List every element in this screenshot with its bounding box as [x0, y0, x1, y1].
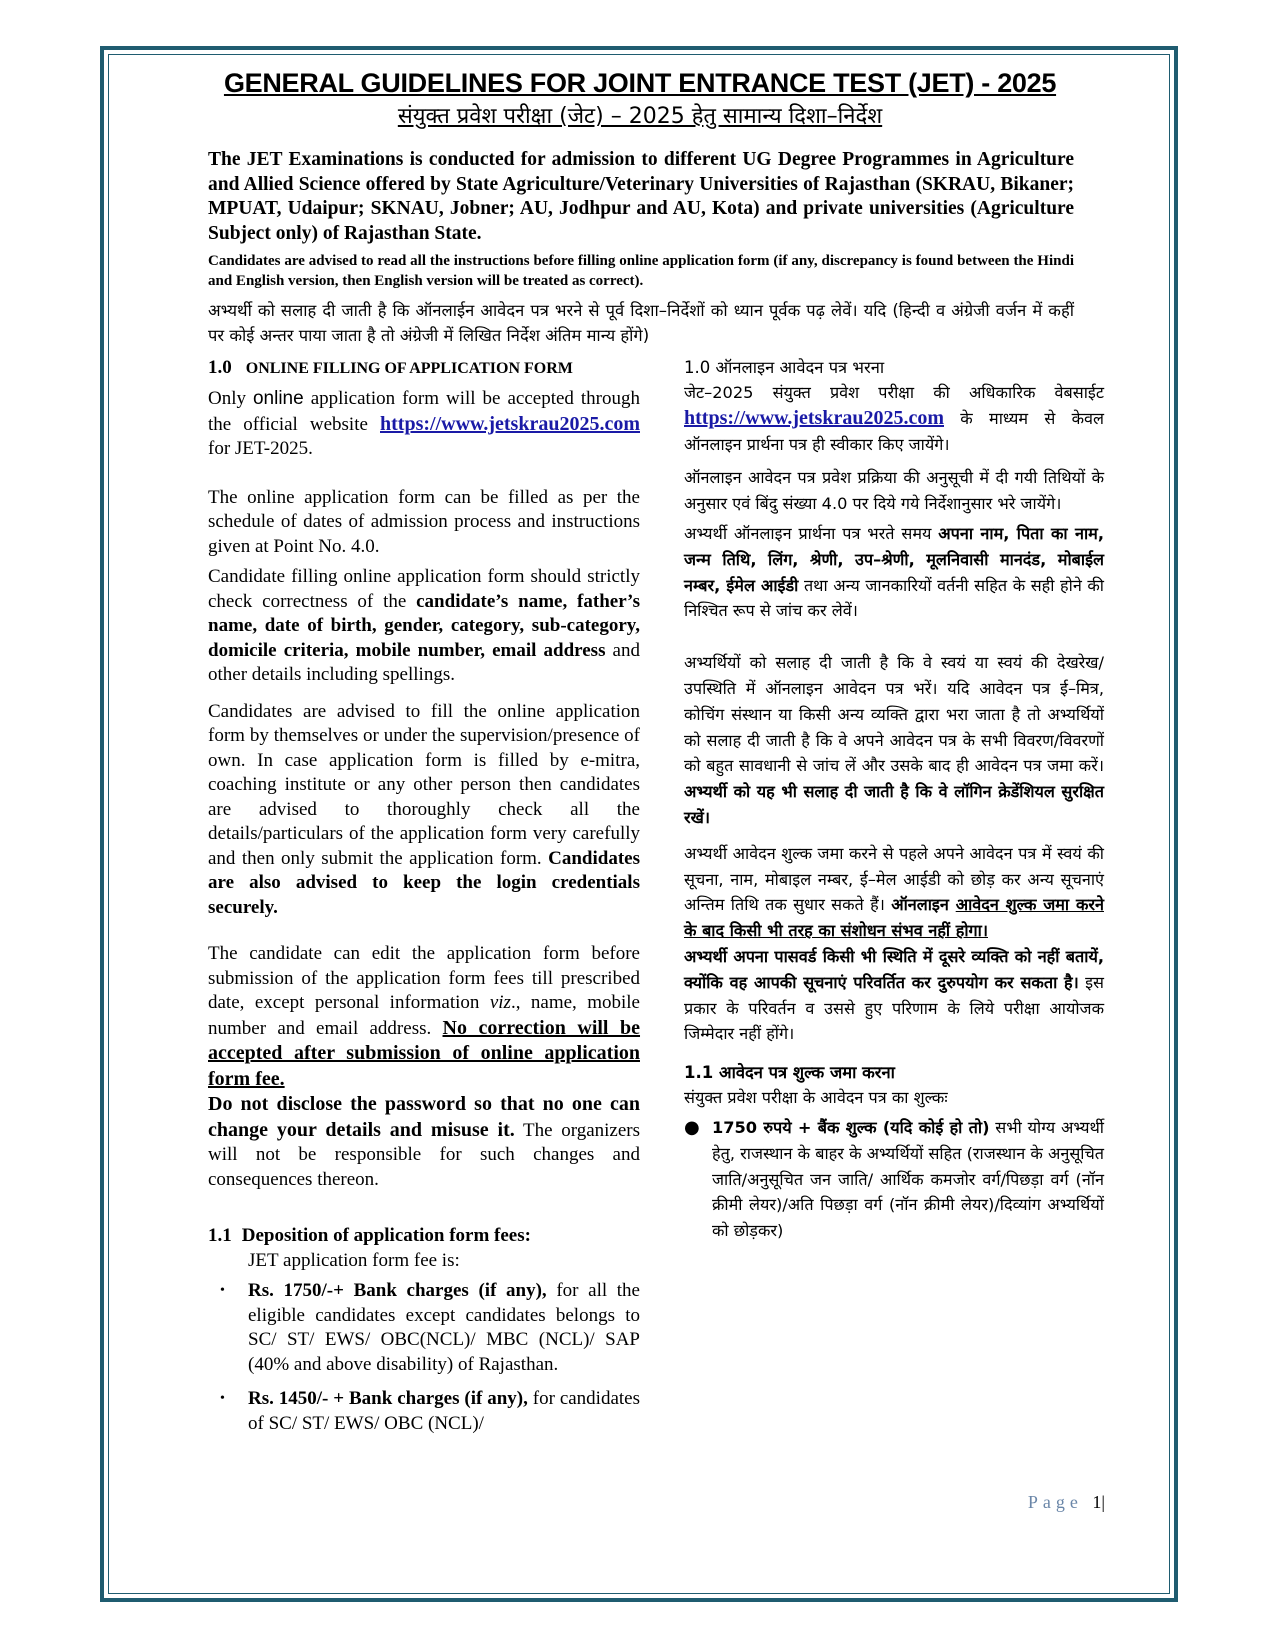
advice-english: Candidates are advised to read all the instructions before filling online application form (if any, discrepancy is found between the Hindi and English version, then English version will be treated as correct). [208, 253, 1074, 289]
page-label: Page [1027, 1492, 1083, 1512]
text: Candidates are also advised to keep the login credentials securely. [208, 847, 640, 918]
page-title-hindi: संयुक्त प्रवेश परीक्षा (जेट) – 2025 हेतु सामान्य दिशा–निर्देश [397, 104, 883, 129]
bullet-icon: ● [684, 1116, 700, 1138]
text: candidate’s name, father’s name, date of birth, gender, category, sub-category, domicile criteria, mobile number, email address [208, 590, 640, 661]
english-p1 [208, 387, 640, 462]
text: and other details including spellings. [208, 639, 640, 685]
list-item [208, 1279, 640, 1377]
text: for candidates of SC/ ST/ EWS/ OBC (NCL)/ [248, 1388, 640, 1434]
english-p6 [208, 1092, 640, 1192]
text: तथा अन्य जानकारियों वर्तनी सहित के सही होने की निश्चित रूप से जांच कर लेवें। [684, 575, 1105, 621]
section-title: Deposition of application form fees: [241, 1225, 531, 1246]
text: The candidate can edit the application form before submission of the application form fees till prescribed date, except personal information [208, 943, 640, 1013]
text: अभ्यर्थी ऑनलाइन प्रार्थना पत्र भरते समय [684, 523, 939, 543]
section-1-1-heading-hindi: 1.1 आवेदन पत्र शुल्क जमा करना [684, 1063, 895, 1083]
hindi-p1 [684, 380, 1104, 457]
section-number: 1.0 [208, 357, 232, 378]
text: for all the eligible candidates except candidates belongs to SC/ ST/ EWS/ OBC(NCL)/ MBC (NCL)/ SAP (40% and above disability) of Rajasthan. [248, 1280, 640, 1375]
text: application form will be accepted through the official website [208, 388, 640, 435]
text: The organizers will not be responsible for such changes and consequences thereon. [208, 1119, 640, 1190]
text: इस प्रकार के परिवर्तन व उससे हुए परिणाम के लिये परीक्षा आयोजक जिम्मेदार नहीं होंगे। [684, 972, 1104, 1044]
page-title: GENERAL GUIDELINES FOR JOINT ENTRANCE TEST (JET) - 2025 [223, 68, 1057, 98]
text: Do not disclose the password so that no one can change your details and misuse it. [208, 1093, 640, 1141]
page-footer [1028, 1492, 1105, 1513]
text: सभी योग्य अभ्यर्थी हेतु, राजस्थान के बाहर के अभ्यर्थियों सहित (राजस्थान के अनुसूचित जाति/अनुसूचित जन जाति/ आर्थिक कमजोर वर्ग/पिछड़ा वर्ग (नॉन क्रीमी लेयर)/अति पिछड़ा वर्ग (नॉन क्रीमी लेयर)/दिव्यांग अभ्यर्थियों को छोड़कर) [712, 1117, 1104, 1241]
website-link[interactable]: https://www.jetskrau2025.com [684, 406, 944, 429]
text: Only [208, 388, 253, 409]
list-item [684, 1115, 1104, 1244]
advice-hindi: अभ्यर्थी को सलाह दी जाती है कि ऑनलाईन आवेदन पत्र भरने से पूर्व दिशा–निर्देशों को ध्यान पूर्वक पढ़ लेवें। यदि (हिन्दी व अंग्रेजी वर्जन में कहीं पर कोई अन्तर पाया जाता है तो अंग्रेजी में लिखित निर्देश अंतिम मान्य होंगे) [208, 301, 1074, 345]
english-p2: The online application form can be filled as per the schedule of dates of admission process and instructions given at Point No. 4.0. [208, 486, 640, 557]
text: अभ्यर्थी को यह भी सलाह दी जाती है कि वे लॉगिन क्रेडेंशियल सुरक्षित रखें। [684, 782, 1104, 827]
text: अपना नाम, पिता का नाम, जन्म तिथि, लिंग, श्रेणी, उप–श्रेणी, मूलनिवासी मानदंड, मोबाईल नम्बर, ईमेल आईडी [684, 523, 1104, 595]
hindi-column [684, 356, 1104, 1244]
section-title: ONLINE FILLING OF APPLICATION FORM [245, 360, 573, 377]
hindi-p5 [684, 841, 1104, 944]
text: अभ्यर्थी आवेदन शुल्क जमा करने से पहले अपने आवेदन पत्र में स्वयं की सूचना, नाम, मोबाइल नम्बर, ई–मेल आईडी को छोड़ कर अन्य सूचनाएं अन्तिम तिथि तक सुधार सकते हैं। [684, 843, 1104, 915]
text: Rs. 1450/- + Bank charges (if any), [248, 1388, 528, 1409]
english-p3 [208, 565, 640, 688]
text: ., name, mobile number and email address. [208, 992, 640, 1039]
text: for JET-2025. [208, 438, 313, 459]
text: online [252, 388, 304, 409]
text: Rs. 1750/-+ Bank charges (if any), [248, 1280, 547, 1301]
text: ऑनलाइन [891, 895, 956, 915]
text: viz [489, 992, 511, 1013]
text: 1750 रुपये + बैंक शुल्क (यदि कोई हो तो) [712, 1117, 990, 1137]
bullet-icon: • [220, 1283, 225, 1298]
section-1-heading-hindi: 1.0 ऑनलाइन आवेदन पत्र भरना [684, 358, 885, 377]
fee-list [208, 1279, 640, 1436]
hindi-p6 [684, 944, 1104, 1047]
text: अभ्यर्थियों को सलाह दी जाती है कि वे स्वयं या स्वयं की देखरेख/उपस्थिति में ऑनलाइन आवेदन पत्र भरें। यदि आवेदन पत्र ई–मित्र, कोचिंग संस्थान या किसी अन्य व्यक्ति द्वारा भरा जाता है तो अभ्यर्थियों को सलाह दी जाती है कि वे अपने आवेदन पत्र के सभी विवरण/विवरणों को बहुत सावधानी से जांच लें और उसके बाद ही आवेदन पत्र जमा करें। [684, 653, 1104, 776]
intro-paragraph: The JET Examinations is conducted for admission to different UG Degree Programmes in Agriculture and Allied Science offered by State Agriculture/Veterinary Universities of Rajasthan (SKRAU, Bikaner; MPUAT, Udaipur; SKNAU, Jobner; AU, Jodhpur and AU, Kota) and private universities (Agriculture Subject only) of Rajasthan State. [208, 149, 1074, 244]
website-link[interactable]: https://www.jetskrau2025.com [380, 412, 640, 435]
text: Candidates are advised to fill the online application form by themselves or under the supervision/presence of own. In case application form is filled by e-mitra, coaching institute or any other person then candidates are advised to thoroughly check all the details/particulars of the application form very carefully and then only submit the application form. [208, 700, 640, 869]
hindi-p3 [684, 521, 1104, 624]
english-p5 [208, 942, 640, 1092]
section-1-1-heading [208, 1224, 640, 1249]
text: के माध्यम से केवल ऑनलाइन प्रार्थना पत्र ही स्वीकार किए जायेंगे। [684, 408, 1104, 454]
fee-list-hindi [684, 1115, 1104, 1244]
text: Candidate filling online application form should strictly check correctness of the [208, 566, 640, 612]
text: जेट–2025 संयुक्त प्रवेश परीक्षा की अधिकारिक वेबसाईट [684, 383, 1104, 402]
section-1-heading [208, 356, 640, 381]
english-column [208, 356, 640, 1436]
fee-intro-hindi: संयुक्त प्रवेश परीक्षा के आवेदन पत्र का शुल्कः [684, 1088, 948, 1108]
text: आवेदन शुल्क जमा करने के बाद किसी भी तरह का संशोधन संभव नहीं होगा। [684, 895, 1104, 941]
section-number: 1.1 [208, 1225, 232, 1246]
page-number: 1 [1092, 1492, 1102, 1512]
hindi-p2: ऑनलाइन आवेदन पत्र प्रवेश प्रक्रिया की अनुसूची में दी गयी तिथियों के अनुसार एवं बिंदु संख्या 4.0 पर दिये गये निर्देशानुसार भरे जायेंगे। [684, 468, 1104, 514]
fee-intro: JET application form fee is: [248, 1249, 460, 1271]
text: No correction will be accepted after submission of online application form fee. [208, 1016, 641, 1090]
bullet-icon: • [220, 1391, 225, 1406]
english-p4 [208, 700, 640, 921]
list-item [208, 1387, 640, 1436]
page-separator: | [1101, 1492, 1105, 1512]
text: अभ्यर्थी अपना पासवर्ड किसी भी स्थिति में दूसरे व्यक्ति को नहीं बतायें, क्योंकि वह आपकी सूचनाएं परिवर्तित कर दुरुपयोग कर सकता है। [684, 946, 1104, 992]
hindi-p4 [684, 650, 1104, 831]
